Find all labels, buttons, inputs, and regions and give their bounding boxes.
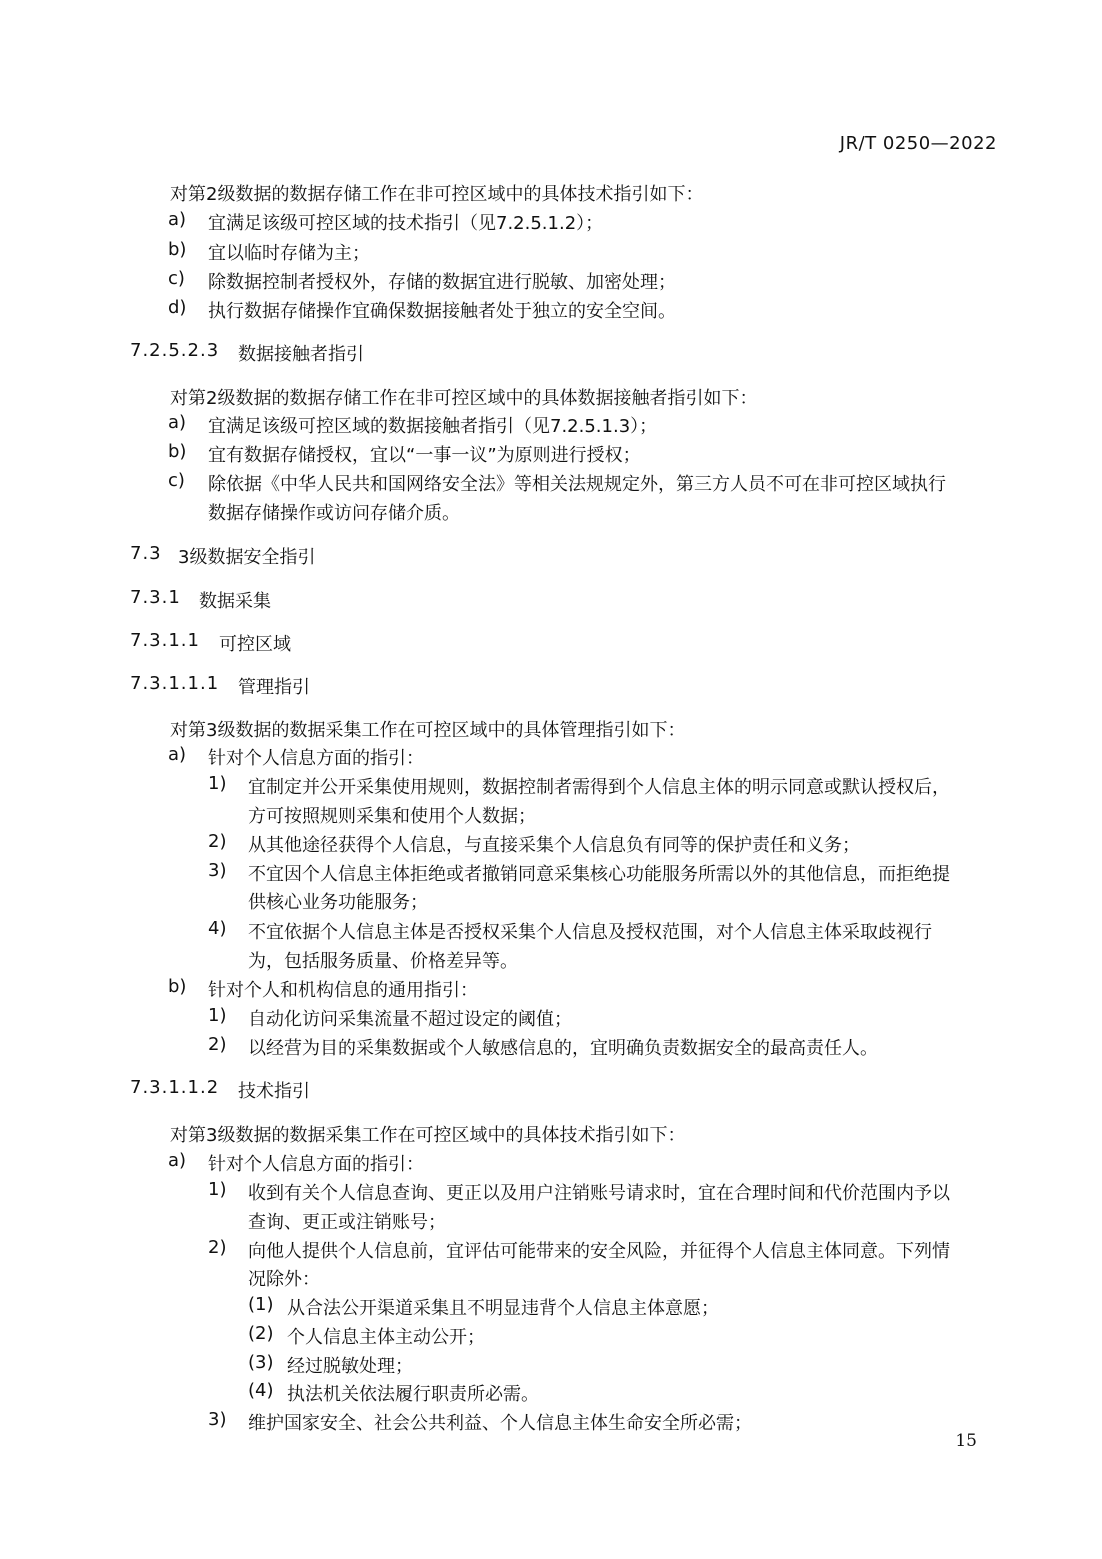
list-text: 针对个人信息方面的指引： bbox=[208, 1154, 424, 1175]
section-number: 7.3 bbox=[130, 543, 162, 564]
paragraph: 对第3级数据的数据采集工作在可控区域中的具体管理指引如下： bbox=[170, 720, 686, 741]
list-text: 不宜依据个人信息主体是否授权采集个人信息及授权范围，对个人信息主体采取歧视行 bbox=[248, 922, 932, 943]
list-label: 1) bbox=[208, 1179, 227, 1200]
list-label: 2) bbox=[208, 831, 227, 852]
list-label: d) bbox=[168, 297, 187, 318]
list-text: 宜制定并公开采集使用规则，数据控制者需得到个人信息主体的明示同意或默认授权后， bbox=[248, 777, 950, 798]
list-text: 从其他途径获得个人信息，与直接采集个人信息负有同等的保护责任和义务； bbox=[248, 835, 860, 856]
list-text: 不宜因个人信息主体拒绝或者撤销同意采集核心功能服务所需以外的其他信息，而拒绝提 bbox=[248, 864, 950, 885]
list-text: 收到有关个人信息查询、更正以及用户注销账号请求时，宜在合理时间和代价范围内予以 bbox=[248, 1183, 950, 1204]
paragraph: 对第2级数据的数据存储工作在非可控区域中的具体数据接触者指引如下： bbox=[170, 388, 758, 409]
section-number: 7.2.5.2.3 bbox=[130, 340, 220, 361]
list-label: 3) bbox=[208, 1409, 227, 1430]
section-title: 技术指引 bbox=[238, 1081, 310, 1102]
list-label: a) bbox=[168, 1150, 187, 1171]
list-label: 2) bbox=[208, 1034, 227, 1055]
section-number: 7.3.1.1.1 bbox=[130, 673, 220, 694]
section-title: 可控区域 bbox=[219, 634, 291, 655]
list-text: 维护国家安全、社会公共利益、个人信息主体生命安全所必需； bbox=[248, 1413, 752, 1434]
list-text: 针对个人信息方面的指引： bbox=[208, 748, 424, 769]
list-label: 1) bbox=[208, 1005, 227, 1026]
list-text: 宜满足该级可控区域的技术指引（见7.2.5.1.2）； bbox=[208, 213, 604, 234]
list-label: c) bbox=[168, 470, 185, 491]
paragraph: 对第3级数据的数据采集工作在可控区域中的具体技术指引如下： bbox=[170, 1125, 686, 1146]
page-number: 15 bbox=[955, 1431, 977, 1451]
list-text: 宜以临时存储为主； bbox=[208, 243, 370, 264]
list-text: 宜有数据存储授权，宜以“一事一议”为原则进行授权； bbox=[208, 445, 641, 466]
list-label: 3) bbox=[208, 860, 227, 881]
list-text: 除依据《中华人民共和国网络安全法》等相关法规规定外，第三方人员不可在非可控区域执行 bbox=[208, 474, 946, 495]
list-text: 为，包括服务质量、价格差异等。 bbox=[248, 951, 518, 972]
list-text: 供核心业务功能服务； bbox=[248, 892, 428, 913]
list-text: 执行数据存储操作宜确保数据接触者处于独立的安全空间。 bbox=[208, 301, 676, 322]
list-label: b) bbox=[168, 441, 187, 462]
list-text: 以经营为目的采集数据或个人敏感信息的，宜明确负责数据安全的最高责任人。 bbox=[248, 1038, 878, 1059]
section-number: 7.3.1.1.2 bbox=[130, 1077, 220, 1098]
list-text: 针对个人和机构信息的通用指引： bbox=[208, 980, 478, 1001]
section-title: 3级数据安全指引 bbox=[178, 547, 316, 568]
list-label: (3) bbox=[248, 1352, 274, 1373]
list-label: (1) bbox=[248, 1294, 274, 1315]
list-label: c) bbox=[168, 268, 185, 289]
list-label: a) bbox=[168, 412, 187, 433]
list-text: 执法机关依法履行职责所必需。 bbox=[287, 1384, 539, 1405]
list-text: 查询、更正或注销账号； bbox=[248, 1212, 446, 1233]
section-number: 7.3.1 bbox=[130, 587, 181, 608]
section-title: 数据接触者指引 bbox=[238, 344, 364, 365]
list-text: 除数据控制者授权外，存储的数据宜进行脱敏、加密处理； bbox=[208, 272, 676, 293]
list-text: 数据存储操作或访问存储介质。 bbox=[208, 503, 460, 524]
list-label: (2) bbox=[248, 1323, 274, 1344]
section-title: 管理指引 bbox=[238, 677, 310, 698]
list-text: 自动化访问采集流量不超过设定的阈值； bbox=[248, 1009, 572, 1030]
list-text: 宜满足该级可控区域的数据接触者指引（见7.2.5.1.3）； bbox=[208, 416, 658, 437]
list-label: 4) bbox=[208, 918, 227, 939]
list-text: 个人信息主体主动公开； bbox=[287, 1327, 485, 1348]
list-text: 况除外： bbox=[248, 1269, 320, 1290]
list-text: 经过脱敏处理； bbox=[287, 1356, 413, 1377]
paragraph: 对第2级数据的数据存储工作在非可控区域中的具体技术指引如下： bbox=[170, 184, 704, 205]
list-label: a) bbox=[168, 209, 187, 230]
list-text: 方可按照规则采集和使用个人数据； bbox=[248, 806, 536, 827]
list-text: 向他人提供个人信息前，宜评估可能带来的安全风险，并征得个人信息主体同意。下列情 bbox=[248, 1241, 950, 1262]
list-text: 从合法公开渠道采集且不明显违背个人信息主体意愿； bbox=[287, 1298, 719, 1319]
list-label: a) bbox=[168, 744, 187, 765]
list-label: b) bbox=[168, 976, 187, 997]
list-label: b) bbox=[168, 239, 187, 260]
section-title: 数据采集 bbox=[199, 591, 271, 612]
section-number: 7.3.1.1 bbox=[130, 630, 200, 651]
doc-code: JR/T 0250—2022 bbox=[839, 133, 997, 154]
list-label: (4) bbox=[248, 1380, 274, 1401]
list-label: 2) bbox=[208, 1237, 227, 1258]
list-label: 1) bbox=[208, 773, 227, 794]
